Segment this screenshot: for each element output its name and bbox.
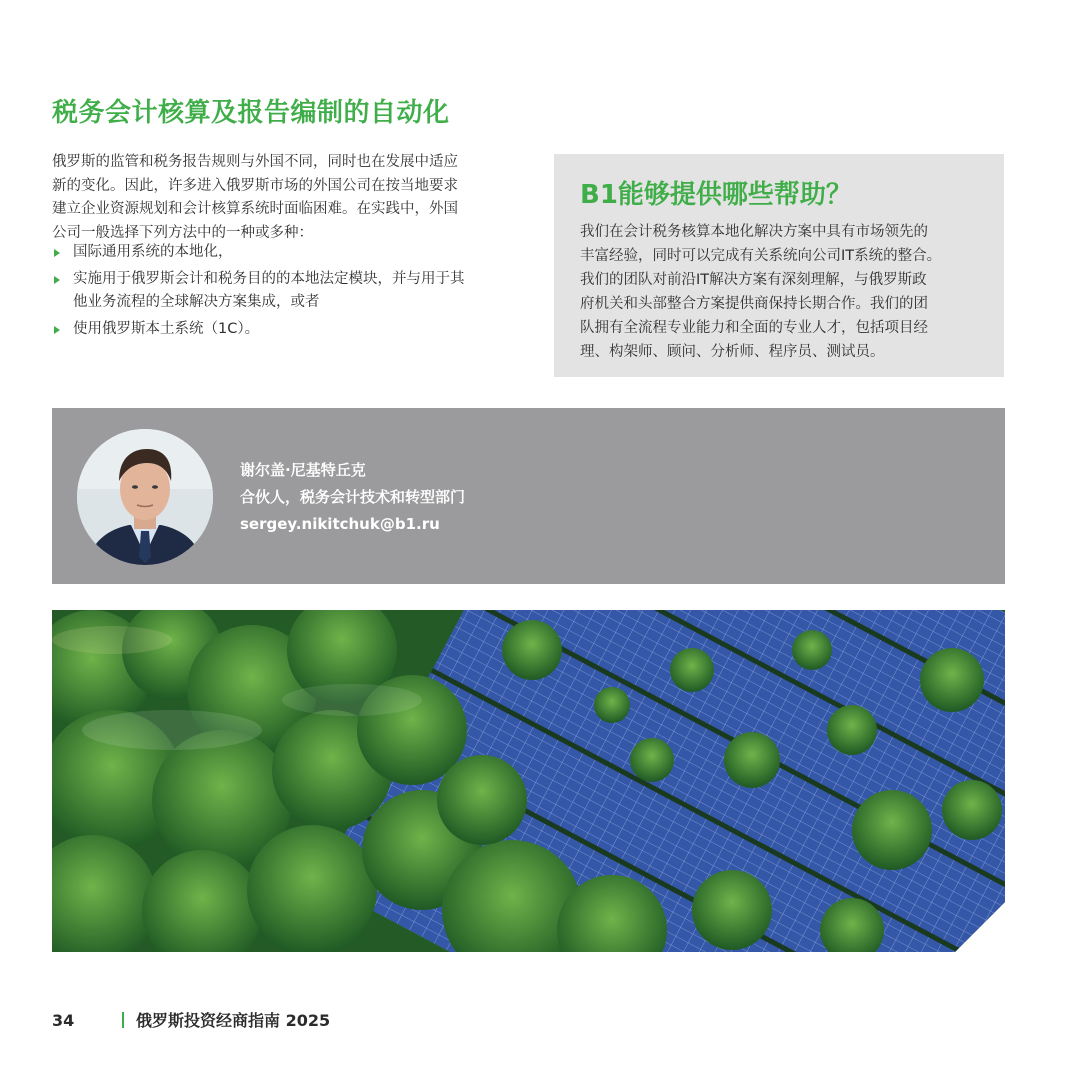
list-item-text: 他业务流程的全球解决方案集成，或者 [73, 294, 320, 310]
list-item-text: 使用俄罗斯本土系统（1C）。 [73, 320, 260, 337]
list-item-text: 国际通用系统的本地化， [73, 244, 233, 260]
contact-email[interactable]: sergey.nikitchuk@b1.ru [240, 515, 440, 533]
contact-name: 谢尔盖·尼基特丘克 [240, 461, 366, 479]
help-line: 丰富经验，同时可以完成有关系统向公司IT系统的整合。 [580, 248, 942, 264]
options-list [52, 241, 522, 344]
intro-line: 新的变化。因此，许多进入俄罗斯市场的外国公司在按当地要求 [52, 177, 458, 194]
forest-solar-panels-image [52, 610, 1005, 952]
contact-title: 合伙人，税务会计技术和转型部门 [240, 488, 466, 506]
intro-paragraph [52, 151, 522, 245]
help-line: 队拥有全流程专业能力和全面的专业人才，包括项目经 [580, 320, 928, 336]
help-box [554, 154, 1004, 377]
avatar [77, 429, 213, 565]
help-line: 我们在会计税务核算本地化解决方案中具有市场领先的 [580, 224, 928, 240]
help-box-text [580, 220, 980, 364]
triangle-bullet-icon [54, 249, 60, 257]
help-line: 理、构架师、顾问、分析师、程序员、测试员。 [580, 344, 885, 360]
help-line: 我们的团队对前沿IT解决方案有深刻理解，与俄罗斯政 [580, 272, 927, 288]
page-number: 34 [52, 1011, 75, 1030]
contact-card [52, 408, 1005, 584]
help-line: 府机关和头部整合方案提供商保持长期合作。我们的团 [580, 296, 928, 312]
publication-title: 俄罗斯投资经商指南 2025 [136, 1011, 331, 1030]
footer-divider [122, 1012, 124, 1028]
list-item [52, 241, 522, 265]
list-item [52, 318, 522, 342]
help-box-title: B1能够提供哪些帮助？ [580, 180, 852, 210]
intro-line: 俄罗斯的监管和税务报告规则与外国不同，同时也在发展中适应 [52, 154, 458, 170]
triangle-bullet-icon [54, 276, 60, 284]
intro-line: 公司一般选择下列方法中的一种或多种： [52, 224, 313, 241]
contact-info [240, 457, 465, 538]
list-item-text: 实施用于俄罗斯会计和税务目的的本地法定模块，并与用于其 [73, 270, 465, 287]
page-footer [52, 1008, 330, 1031]
portrait-image [77, 429, 213, 565]
triangle-bullet-icon [54, 326, 60, 334]
intro-line: 建立企业资源规划和会计核算系统时面临困难。在实践中，外国 [52, 201, 458, 217]
section-heading: 税务会计核算及报告编制的自动化 [52, 98, 450, 128]
list-item [52, 268, 522, 315]
